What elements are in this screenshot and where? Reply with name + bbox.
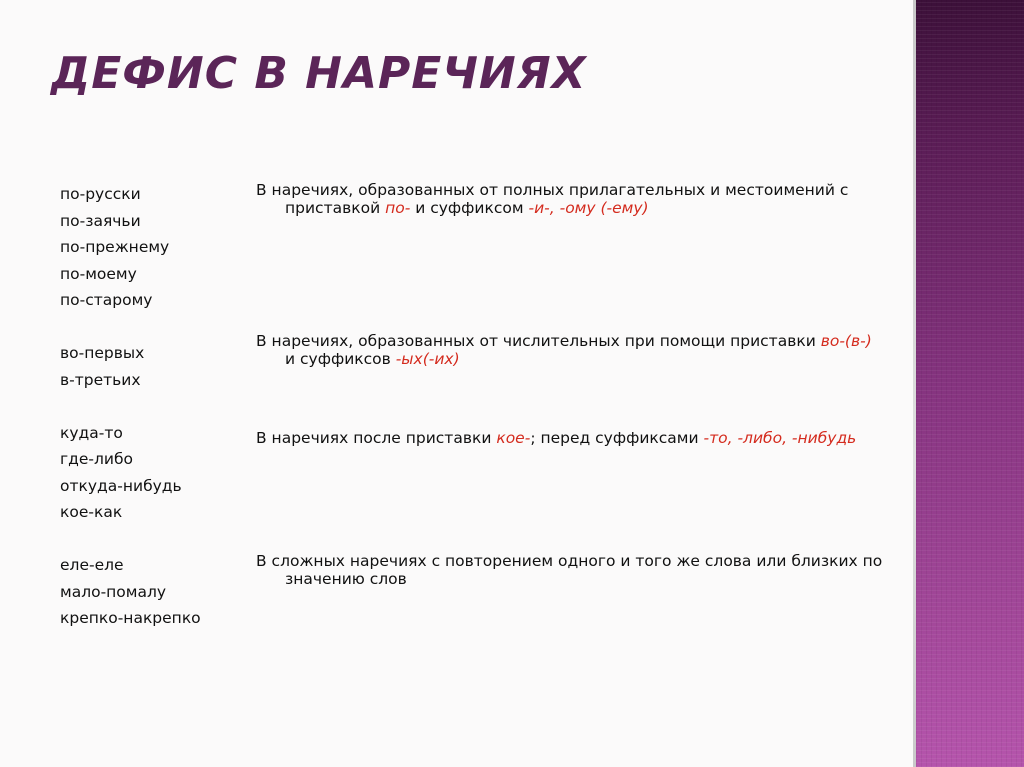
rule-text: и суффиксов: [285, 350, 396, 368]
examples-column: [60, 181, 201, 658]
rule-text: В наречиях, образованных от числительных при помощи приставки: [256, 332, 821, 350]
example-group-numerals: [60, 340, 201, 393]
example-group-suffixes: [60, 420, 201, 526]
rule-numeral-prefix: [256, 332, 885, 368]
rule-text: и суффиксом: [410, 199, 529, 217]
rule-compound-repeat: [256, 552, 885, 588]
side-band-texture: [916, 0, 1024, 767]
rule-highlight: -и-, -ому (-ему): [528, 199, 649, 217]
example-word: мало-помалу: [60, 582, 167, 601]
example-word: по-заячьи: [60, 211, 141, 230]
rule-text: ; перед суффиксами: [530, 429, 704, 447]
example-word: куда-то: [60, 423, 123, 442]
example-word: по-старому: [60, 291, 153, 309]
rule-highlight: кое-: [496, 429, 531, 447]
rule-text: В наречиях после приставки: [256, 429, 497, 447]
rule-highlight: -ых(-их): [395, 350, 460, 368]
slide-title: ДЕФИС В НАРЕЧИЯХ: [51, 48, 587, 99]
example-word: по-прежнему: [60, 238, 170, 256]
example-word: крепко-накрепко: [60, 609, 201, 627]
rule-koe-prefix: [256, 429, 885, 447]
example-word: кое-как: [60, 503, 123, 521]
rule-highlight: -то, -либо, -нибудь: [703, 429, 857, 447]
example-word: по-моему: [60, 264, 137, 283]
example-group-po: [60, 181, 201, 314]
example-word: еле-еле: [60, 556, 124, 574]
rule-text: В наречиях, образованных от полных прилагательных и местоимений с приставкой: [256, 181, 849, 217]
example-word: где-либо: [60, 450, 134, 468]
example-word: по-русски: [60, 185, 141, 203]
example-word: в-третьих: [60, 370, 141, 389]
rule-highlight: по-: [385, 199, 411, 217]
example-word: во-первых: [60, 344, 145, 362]
example-word: откуда-нибудь: [60, 476, 182, 495]
decorative-side-band: [916, 0, 1024, 767]
rule-text: В сложных наречиях с повторением одного и того же слова или близких по значению слов: [256, 552, 883, 588]
example-group-compound: [60, 552, 201, 632]
rule-po-prefix: [256, 181, 885, 217]
rule-highlight: во-(в-): [820, 332, 872, 350]
